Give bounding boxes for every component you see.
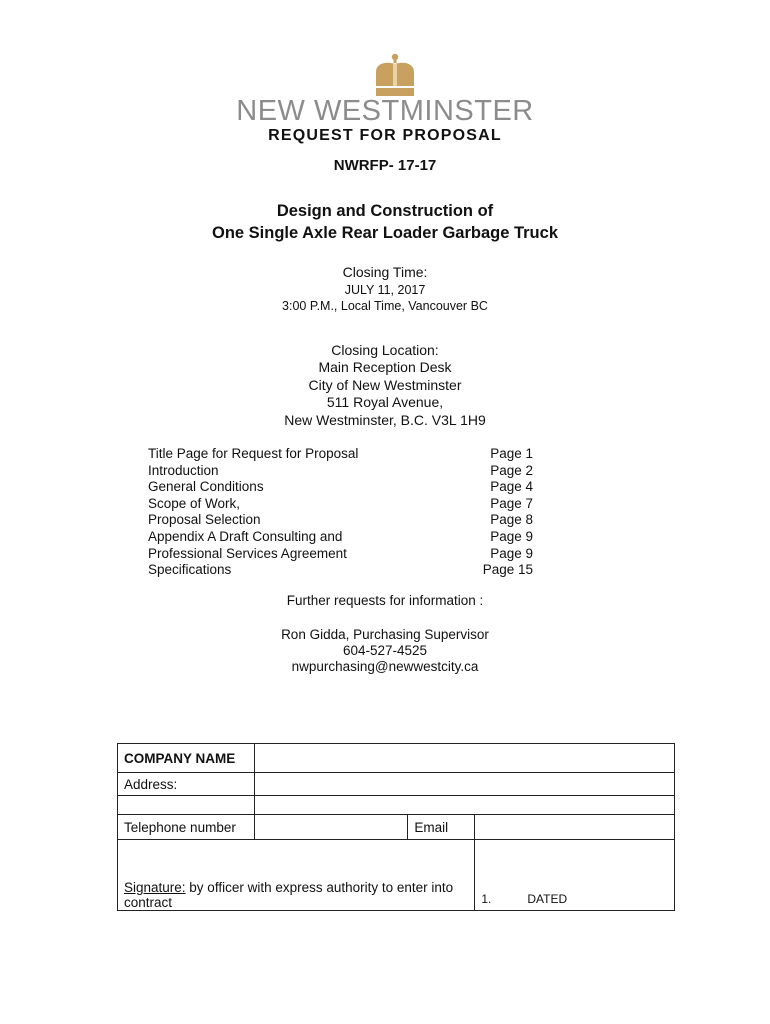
dated-label: DATED bbox=[527, 892, 568, 906]
further-info-label: Further requests for information : bbox=[286, 593, 484, 608]
signature-text: by officer with express authority to enter into contract bbox=[124, 880, 454, 910]
contact-email: nwpurchasing@newwestcity.ca bbox=[291, 659, 479, 674]
toc-row bbox=[148, 463, 533, 480]
telephone-field[interactable] bbox=[254, 815, 408, 840]
closing-date: JULY 11, 2017 bbox=[344, 283, 426, 297]
toc-page: Page 4 bbox=[490, 479, 533, 495]
company-name-label: COMPANY NAME bbox=[118, 744, 255, 773]
toc-row bbox=[148, 446, 533, 463]
document-title: REQUEST FOR PROPOSAL bbox=[268, 127, 502, 144]
closing-location-line: Main Reception Desk bbox=[318, 359, 452, 375]
company-name-field[interactable] bbox=[254, 744, 674, 773]
telephone-label: Telephone number bbox=[118, 815, 255, 840]
address-field[interactable] bbox=[254, 773, 674, 796]
toc-title: Appendix A Draft Consulting and bbox=[148, 528, 343, 544]
toc-page: Page 9 bbox=[490, 528, 533, 544]
contact-name: Ron Gidda, Purchasing Supervisor bbox=[281, 627, 489, 642]
toc-title: Professional Services Agreement bbox=[148, 545, 347, 561]
toc-title: Scope of Work, bbox=[148, 495, 241, 511]
closing-time-label: Closing Time: bbox=[342, 264, 428, 280]
address-field-line-2[interactable] bbox=[118, 796, 255, 815]
toc-page: Page 8 bbox=[490, 512, 533, 528]
toc-row bbox=[148, 529, 533, 546]
signature-cell[interactable] bbox=[118, 840, 475, 911]
toc-page: Page 1 bbox=[490, 446, 533, 461]
closing-location-line: 511 Royal Avenue, bbox=[326, 394, 444, 410]
address-label: Address: bbox=[118, 773, 255, 796]
toc-page: Page 9 bbox=[490, 545, 533, 561]
toc-row bbox=[148, 496, 533, 513]
toc-row bbox=[148, 562, 533, 579]
toc-page: Page 7 bbox=[490, 495, 533, 511]
toc-title: Specifications bbox=[148, 562, 232, 578]
email-field[interactable] bbox=[475, 815, 675, 840]
email-label: Email bbox=[408, 815, 475, 840]
toc-row bbox=[148, 512, 533, 529]
toc-row bbox=[148, 546, 533, 563]
company-info-form bbox=[117, 743, 675, 911]
toc-title: General Conditions bbox=[148, 479, 264, 495]
toc-title: Title Page for Request for Proposal bbox=[148, 446, 359, 461]
toc-title: Introduction bbox=[148, 462, 219, 478]
dated-cell[interactable] bbox=[475, 840, 675, 911]
signature-label: Signature: bbox=[124, 880, 186, 895]
toc-page: Page 15 bbox=[482, 562, 533, 578]
closing-hour: 3:00 P.M., Local Time, Vancouver BC bbox=[282, 299, 488, 313]
toc-page: Page 2 bbox=[490, 462, 533, 478]
contact-phone: 604-527-4525 bbox=[342, 643, 428, 658]
dated-number: 1. bbox=[481, 892, 492, 906]
project-title-line-2: One Single Axle Rear Loader Garbage Truck bbox=[211, 224, 558, 242]
toc-row bbox=[148, 479, 533, 496]
closing-location-label: Closing Location: bbox=[331, 342, 439, 358]
toc-title: Proposal Selection bbox=[148, 512, 261, 528]
crown-logo-icon bbox=[373, 52, 417, 98]
table-of-contents bbox=[148, 446, 533, 579]
closing-location-line: New Westminster, B.C. V3L 1H9 bbox=[284, 412, 486, 428]
rfp-number: NWRFP- 17-17 bbox=[333, 157, 437, 174]
address-field-line-2-value[interactable] bbox=[254, 796, 674, 815]
logo-wordmark: NEW WESTMINSTER bbox=[236, 95, 534, 127]
project-title-line-1: Design and Construction of bbox=[276, 202, 494, 220]
closing-location-line: City of New Westminster bbox=[308, 377, 462, 393]
